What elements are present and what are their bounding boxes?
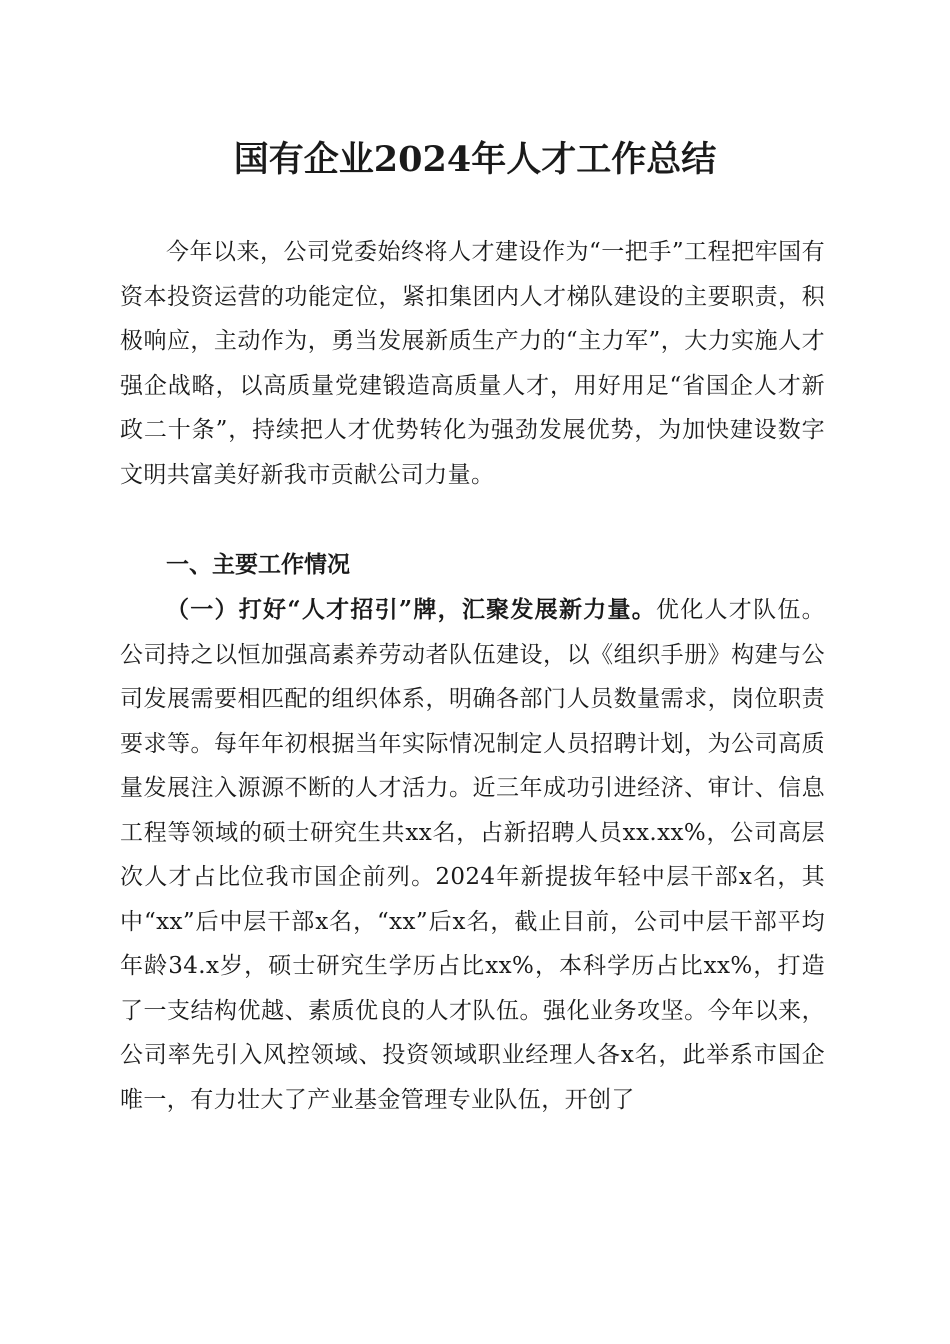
subsection-paragraph — [120, 588, 825, 1122]
subsection-one — [120, 588, 825, 1122]
intro-paragraph: 今年以来，公司党委始终将人才建设作为“一把手”工程把牢国有资本投资运营的功能定位，紧扣集团内人才梯队建设的主要职责，积极响应，主动作为，勇当发展新质生产力的“主力军”，大力实施人才强企战略，以高质量党建锻造高质量人才，用好用足“省国企人才新政二十条”，持续把人才优势转化为强劲发展优势，为加快建设数字文明共富美好新我市贡献公司力量。 — [120, 239, 825, 488]
subsection-lead: （一）打好“人才招引”牌，汇聚发展新力量。 — [166, 596, 657, 623]
intro-section — [120, 230, 825, 497]
section-heading: 一、主要工作情况 — [166, 552, 350, 578]
subsection-body: 优化人才队伍。公司持之以恒加强高素养劳动者队伍建设，以《组织手册》构建与公司发展需要相匹配的组织体系，明确各部门人员数量需求，岗位职责要求等。每年年初根据当年实际情况制定人员招聘计划，为公司高质量发展注入源源不断的人才活力。近三年成功引进经济、审计、信息工程等领域的硕士研究生共xx名，占新招聘人员xx.xx%，公司高层次人才占比位我市国企前列。2024年新提拔年轻中层干部x名，其中“xx”后中层干部x名，“xx”后x名，截止目前，公司中层干部平均年龄34.x岁，硕士研究生学历占比xx%，本科学历占比xx%，打造了一支结构优越、素质优良的人才队伍。强化业务攻坚。今年以来，公司率先引入风控领域、投资领域职业经理人各x名，此举系市国企唯一，有力壮大了产业基金管理专业队伍，开创了 — [120, 597, 825, 1113]
document-title: 国有企业2024年人才工作总结 — [233, 139, 717, 180]
